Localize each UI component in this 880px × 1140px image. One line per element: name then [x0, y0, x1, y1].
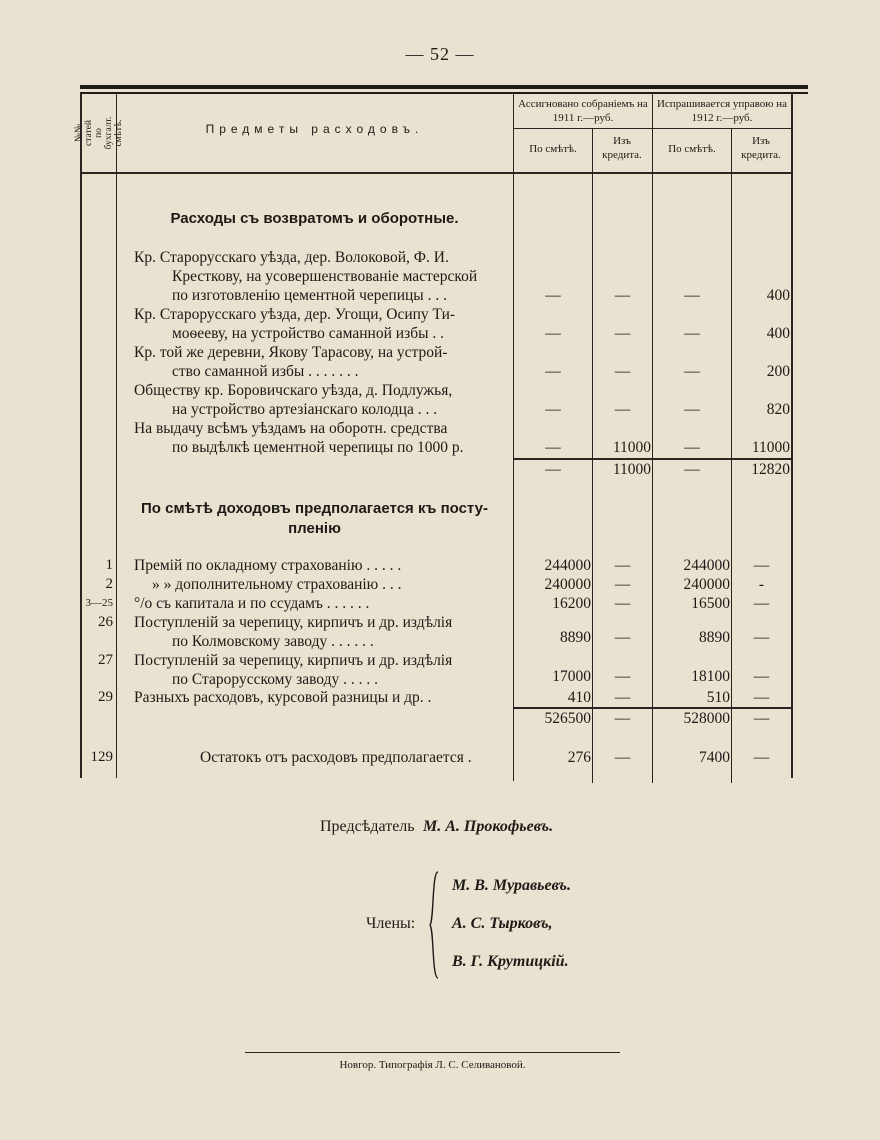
- s2-row5-code: 27: [98, 652, 113, 668]
- s1-row1-v1911: —: [545, 287, 561, 304]
- s2-row3-c1912: —: [753, 595, 770, 612]
- s2-row2-c1912: -: [758, 576, 765, 593]
- s1-row5-c1912: 11000: [751, 439, 790, 456]
- s2-row3-c1911: —: [614, 595, 631, 612]
- page-number: — 52 —: [405, 44, 475, 64]
- s2-row4-line2: по Колмовскому заводу . . . . . .: [172, 633, 374, 650]
- s2-row5-v1912: 18100: [691, 668, 730, 685]
- s1-row1-c1912: 400: [766, 287, 790, 304]
- s2-total-c1911: —: [614, 710, 631, 727]
- member-1: М. В. Муравьевъ.: [452, 877, 571, 894]
- s2-row2-code: 2: [105, 576, 113, 592]
- s2-row6-c1912: —: [753, 689, 770, 706]
- s2-row2-c1911: —: [614, 576, 631, 593]
- s1-row5-line1: На выдачу всѣмъ уѣздамъ на оборотн. средства: [134, 420, 448, 437]
- header-1911-credit: Изъ кредита.: [602, 135, 642, 161]
- s2-row4-v1911: 8890: [560, 629, 591, 646]
- s2-row3-line1: °/о съ капитала и по ссудамъ . . . . . .: [134, 595, 370, 612]
- section1-title: Расходы съ возвратомъ и оборотные.: [170, 210, 459, 227]
- s1-total-c1912: 12820: [751, 461, 790, 478]
- members-label: Члены:: [366, 915, 416, 932]
- s1-row1-v1912: —: [684, 287, 700, 304]
- s2-row2-v1912: 240000: [683, 576, 730, 593]
- table-left-border: [80, 93, 82, 778]
- s2-row5-v1911: 17000: [552, 668, 591, 685]
- s1-total-c1911: 11000: [612, 461, 651, 478]
- header-1912-credit: Изъ кредита.: [741, 135, 781, 161]
- header-code-cell: [74, 94, 124, 172]
- s1-row4-c1912: 820: [766, 401, 790, 418]
- s1-total-v1911: —: [545, 461, 561, 478]
- header-1912: Испрашивается управою на 1912 г.—руб.: [656, 98, 788, 124]
- s1-row5-v1912: —: [684, 439, 700, 456]
- s2-row5-line1: Поступленій за черепицу, кирпичъ и др. издѣлія: [134, 652, 453, 669]
- header-sub-rule: [513, 128, 792, 129]
- header-1911-estimate: По смѣтѣ.: [529, 143, 577, 155]
- s2-row2-line1: » » дополнительному страхованію . . .: [152, 576, 402, 593]
- s2-row4-code: 26: [98, 614, 113, 630]
- header-1912-estimate: По смѣтѣ.: [668, 143, 716, 155]
- s1-row1-line3: по изготовленію цементной черепицы . . .: [172, 287, 447, 304]
- remainder-v1911: 276: [567, 749, 591, 766]
- s1-row3-line2: ство саманной избы . . . . . . .: [172, 363, 359, 380]
- s1-row5-line2: по выдѣлкѣ цементной черепицы по 1000 р.: [172, 439, 464, 456]
- s2-row6-line1: Разныхъ расходовъ, курсовой разницы и др. .: [134, 689, 432, 706]
- s2-row1-line1: Премій по окладному страхованію . . . . .: [134, 557, 402, 574]
- s1-row4-c1911: —: [614, 401, 631, 418]
- chairman-label: Предсѣдатель: [320, 818, 415, 835]
- s2-total-v1911: 526500: [544, 710, 591, 727]
- top-rule-thin: [80, 92, 808, 94]
- remainder-v1912: 7400: [699, 749, 730, 766]
- s1-row2-line1: Кр. Старорусскаго уѣзда, дер. Угощи, Осипу Ти-: [134, 306, 456, 323]
- header-code-label: №№ статей по бухгалт. смѣтѣ.: [74, 116, 124, 150]
- s2-row1-v1912: 244000: [683, 557, 730, 574]
- footer-rule: [245, 1052, 620, 1053]
- member-2: А. С. Тырковъ,: [452, 915, 553, 932]
- s2-row1-c1911: —: [614, 557, 631, 574]
- s1-row2-v1912: —: [684, 325, 700, 342]
- table-line-code: [116, 93, 117, 778]
- remainder-label: Остатокъ отъ расходовъ предполагается .: [200, 749, 472, 766]
- member-3: В. Г. Крутицкій.: [452, 953, 569, 970]
- s1-row1-c1911: —: [614, 287, 631, 304]
- section2-title-line2: пленію: [288, 520, 341, 537]
- header-1911: Ассигновано собраніемъ на 1911 г.—руб.: [518, 98, 648, 124]
- s2-total-v1912: 528000: [683, 710, 730, 727]
- s2-row6-code: 29: [98, 689, 113, 705]
- s2-row1-c1912: —: [753, 557, 770, 574]
- s1-row2-v1911: —: [545, 325, 561, 342]
- remainder-code: 129: [90, 749, 113, 765]
- s2-row4-c1911: —: [614, 629, 631, 646]
- s1-row2-c1912: 400: [766, 325, 790, 342]
- s2-row5-c1911: —: [614, 668, 631, 685]
- s1-row2-c1911: —: [614, 325, 631, 342]
- s1-row5-v1911: —: [545, 439, 561, 456]
- s2-row3-v1912: 16500: [691, 595, 730, 612]
- s1-row3-v1912: —: [684, 363, 700, 380]
- s2-row5-c1912: —: [753, 668, 770, 685]
- s1-row1-line2: Кресткову, на усовершенствованіе мастерской: [172, 268, 478, 285]
- s2-row2-v1911: 240000: [544, 576, 591, 593]
- printer-imprint: Новгор. Типографія Л. С. Селивановой.: [339, 1059, 526, 1071]
- s1-row3-v1911: —: [545, 363, 561, 380]
- s2-row4-c1912: —: [753, 629, 770, 646]
- section2-title-line1: По смѣтѣ доходовъ предполагается къ посту-: [140, 500, 488, 517]
- s2-row4-line1: Поступленій за черепицу, кирпичъ и др. издѣлія: [134, 614, 453, 631]
- remainder-c1912: —: [753, 749, 770, 766]
- members-brace: [428, 870, 444, 980]
- s1-row4-line2: на устройство артезіанскаго колодца . . .: [172, 401, 438, 418]
- s1-row4-v1911: —: [545, 401, 561, 418]
- remainder-c1911: —: [614, 749, 631, 766]
- chairman-name: М. А. Прокофьевъ.: [423, 818, 554, 835]
- header-items-label: Предметы расходовъ.: [205, 122, 424, 136]
- s1-row3-c1911: —: [614, 363, 631, 380]
- top-rule-thick: [80, 85, 808, 89]
- s2-row6-v1912: 510: [706, 689, 730, 706]
- s1-row3-line1: Кр. той же деревни, Якову Тарасову, на устрой-: [134, 344, 448, 361]
- s2-row6-c1911: —: [614, 689, 631, 706]
- header-bottom-rule: [80, 172, 792, 174]
- s1-row2-line2: моѳееву, на устройство саманной избы . .: [172, 325, 444, 342]
- s2-row6-v1911: 410: [567, 689, 591, 706]
- s2-row1-v1911: 244000: [544, 557, 591, 574]
- s1-row5-c1911: 11000: [612, 439, 651, 456]
- table-right-border: [791, 93, 793, 778]
- s2-row5-line2: по Старорусскому заводу . . . . .: [172, 671, 378, 688]
- s2-row4-v1912: 8890: [699, 629, 730, 646]
- s1-row1-line1: Кр. Старорусскаго уѣзда, дер. Волоковой, Ф. И.: [134, 249, 449, 266]
- s2-row3-v1911: 16200: [552, 595, 591, 612]
- s1-total-v1912: —: [684, 461, 700, 478]
- s2-row1-code: 1: [105, 557, 113, 573]
- s1-row4-v1912: —: [684, 401, 700, 418]
- s1-row4-line1: Обществу кр. Боровичскаго уѣзда, д. Подлужья,: [134, 382, 453, 399]
- s2-total-c1912: —: [753, 710, 770, 727]
- s1-row3-c1912: 200: [766, 363, 790, 380]
- s2-row3-code: 3—25: [85, 597, 113, 609]
